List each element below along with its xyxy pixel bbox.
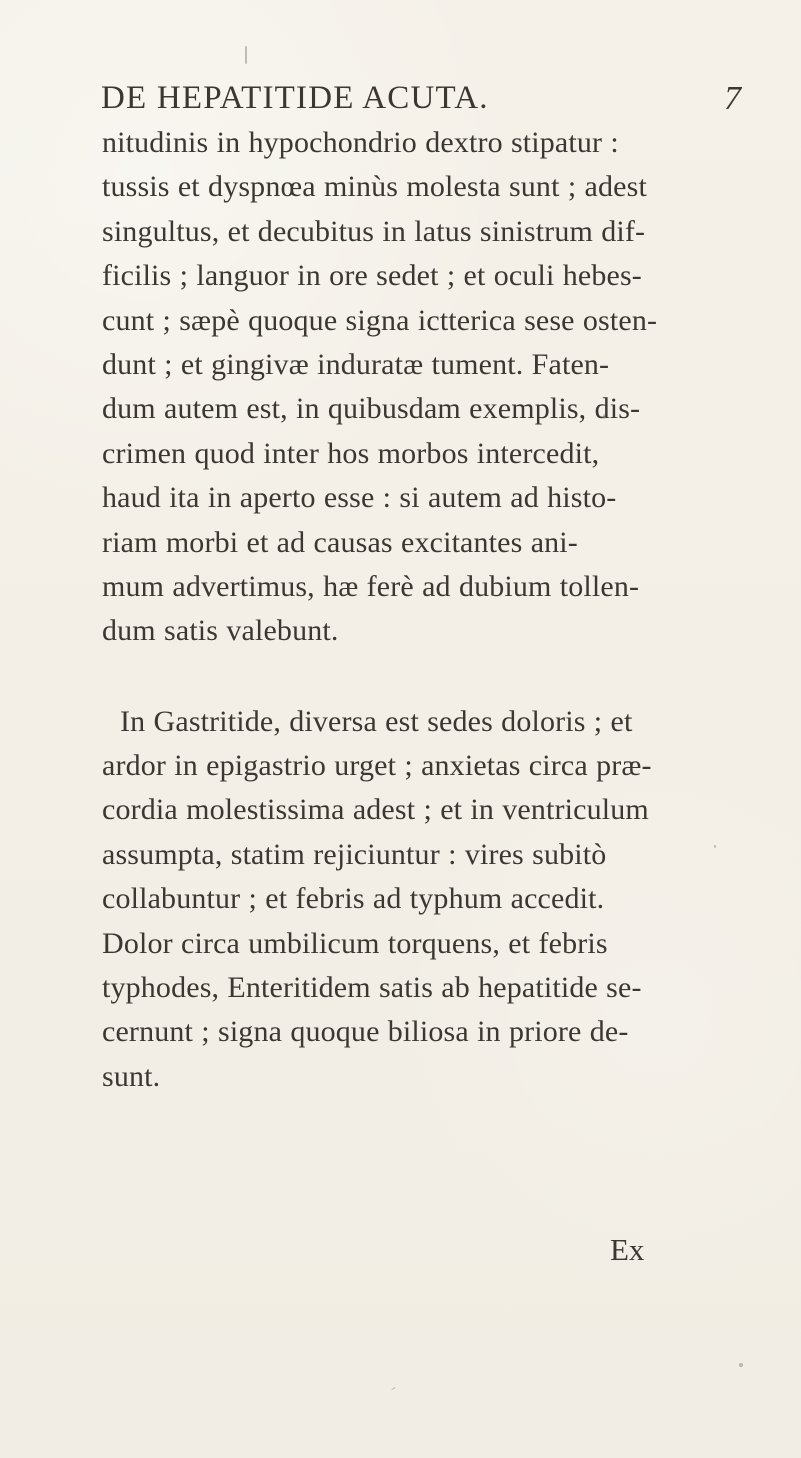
paragraph-gap <box>102 654 642 700</box>
text-line-20: cernunt ; signa quoque biliosa in priore de- <box>102 1015 629 1049</box>
text-line-2: tussis et dyspnœa minùs molesta sunt ; adest <box>102 170 647 204</box>
text-line-17: collabuntur ; et febris ad typhum accedit. <box>102 882 605 916</box>
text-line-4: ficilis ; languor in ore sedet ; et oculi hebes- <box>102 259 642 293</box>
text-line-21: sunt. <box>102 1059 161 1093</box>
text-line-5: cunt ; sæpè quoque signa ictterica sese osten- <box>102 303 658 337</box>
ink-speck <box>714 845 716 848</box>
text-line-8: crimen quod inter hos morbos intercedit, <box>102 436 600 470</box>
text-line-7: dum autem est, in quibusdam exemplis, dis- <box>102 392 641 426</box>
ink-speck <box>245 46 247 64</box>
text-line-13: In Gastritide, diversa est sedes doloris ; et <box>120 704 633 738</box>
text-line-11: mum advertimus, hæ ferè ad dubium tollen- <box>102 569 640 603</box>
ink-speck <box>391 1387 396 1391</box>
catchword: Ex <box>610 1232 645 1267</box>
text-line-1: nitudinis in hypochondrio dextro stipatur : <box>102 126 619 159</box>
text-line-14: ardor in epigastrio urget ; anxietas circa præ- <box>102 749 652 783</box>
page-number: 7 <box>724 80 741 117</box>
text-line-6: dunt ; et gingivæ induratæ tument. Faten- <box>102 347 610 381</box>
running-title: DE HEPATITIDE ACUTA. <box>101 80 489 116</box>
text-line-16: assumpta, statim rejiciuntur : vires subitò <box>102 837 607 871</box>
text-line-15: cordia molestissima adest ; et in ventriculum <box>102 793 649 827</box>
running-head <box>101 80 741 124</box>
text-line-3: singultus, et decubitus in latus sinistrum dif- <box>102 214 646 248</box>
text-line-12: dum satis valebunt. <box>102 614 339 648</box>
text-line-10: riam morbi et ad causas excitantes ani- <box>102 525 578 559</box>
ink-speck <box>739 1363 743 1367</box>
text-line-18: Dolor circa umbilicum torquens, et febris <box>102 926 608 960</box>
text-line-19: typhodes, Enteritidem satis ab hepatitide se- <box>102 971 642 1005</box>
body-text <box>102 121 658 1099</box>
text-line-9: haud ita in aperto esse : si autem ad histo- <box>102 481 617 515</box>
